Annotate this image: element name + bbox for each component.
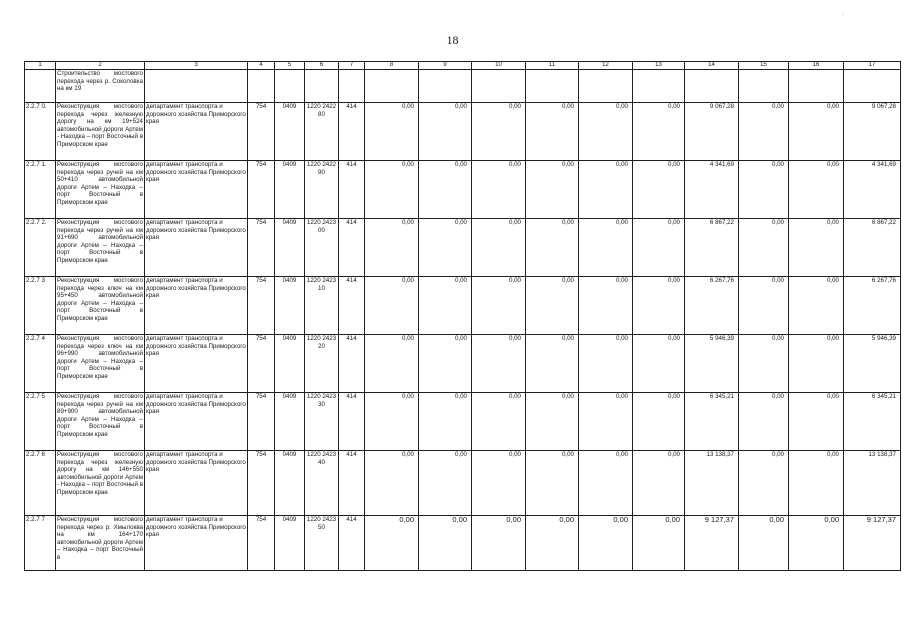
cell-col-9: 0,00 — [419, 277, 472, 335]
cell-col-3: департамент транспорта и дорожного хозяйства Приморского края — [145, 219, 248, 277]
cell-col-7: 414 — [339, 393, 365, 451]
table-row — [25, 335, 901, 393]
cell-col-17: 6 345,21 — [844, 393, 901, 451]
cell-col-12 — [579, 70, 633, 103]
cell-col-4: 754 — [248, 161, 275, 219]
cell-col-15 — [739, 70, 789, 103]
header-cell-3: 3 — [145, 62, 248, 70]
cell-col-4: 754 — [248, 277, 275, 335]
cell-col-16: 0,00 — [789, 219, 844, 277]
cell-col-4: 754 — [248, 335, 275, 393]
cell-col-9: 0,00 — [419, 103, 472, 161]
cell-col-7 — [339, 70, 365, 103]
cell-col-4 — [248, 70, 275, 103]
header-cell-17: 17 — [844, 62, 901, 70]
header-cell-7: 7 — [339, 62, 365, 70]
cell-col-9: 0,00 — [419, 161, 472, 219]
cell-col-4: 754 — [248, 393, 275, 451]
cell-col-14: 9 127,37 — [685, 516, 739, 571]
cell-col-6: 1220 2422 90 — [305, 161, 339, 219]
cell-col-14: 13 138,37 — [685, 451, 739, 516]
header-cell-12: 12 — [579, 62, 633, 70]
cell-col-7: 414 — [339, 516, 365, 571]
cell-col-17: 6 267,76 — [844, 277, 901, 335]
cell-col-10: 0,00 — [472, 335, 526, 393]
cell-col-11: 0,00 — [526, 516, 579, 571]
cell-col-13: 0,00 — [633, 516, 685, 571]
cell-col-1: 2.2.7 2. — [25, 219, 56, 277]
cell-col-10: 0,00 — [472, 277, 526, 335]
cell-col-15: 0,00 — [739, 161, 789, 219]
cell-col-16: 0,00 — [789, 277, 844, 335]
cell-col-11: 0,00 — [526, 103, 579, 161]
table-row — [25, 103, 901, 161]
cell-col-1 — [25, 70, 56, 103]
cell-col-6 — [305, 70, 339, 103]
cell-col-3 — [145, 70, 248, 103]
table-row — [25, 219, 901, 277]
cell-col-8: 0,00 — [365, 277, 419, 335]
header-cell-15: 15 — [739, 62, 789, 70]
cell-col-2: Реконструкция мостового перехода через железную дорогу на км 19+524 автомобильной дороги Артем - Находка – порт Восточный в Приморском крае — [56, 103, 145, 161]
cell-col-10: 0,00 — [472, 451, 526, 516]
cell-col-11: 0,00 — [526, 335, 579, 393]
cell-col-5: 0409 — [275, 393, 305, 451]
cell-col-17: 4 341,69 — [844, 161, 901, 219]
header-cell-10: 10 — [472, 62, 526, 70]
cell-col-2: Реконструкция мостового перехода через р. Хмылоква на км 164+170 автомобильной дороги Артем – Находка – порт Восточный в — [56, 516, 145, 571]
cell-col-13: 0,00 — [633, 161, 685, 219]
cell-col-8: 0,00 — [365, 393, 419, 451]
cell-col-14 — [685, 70, 739, 103]
table-row — [25, 70, 901, 103]
header-cell-13: 13 — [633, 62, 685, 70]
cell-col-8: 0,00 — [365, 451, 419, 516]
header-row — [25, 62, 901, 70]
cell-col-8: 0,00 — [365, 161, 419, 219]
header-cell-5: 5 — [275, 62, 305, 70]
cell-col-7: 414 — [339, 103, 365, 161]
page-number: 18 — [446, 33, 459, 47]
cell-col-9: 0,00 — [419, 219, 472, 277]
cell-col-8 — [365, 70, 419, 103]
cell-col-5: 0409 — [275, 161, 305, 219]
header-cell-4: 4 — [248, 62, 275, 70]
corner-mark: · — [842, 12, 844, 18]
cell-col-10: 0,00 — [472, 103, 526, 161]
table-body — [25, 62, 901, 571]
table-row — [25, 277, 901, 335]
cell-col-8: 0,00 — [365, 335, 419, 393]
cell-col-12: 0,00 — [579, 451, 633, 516]
cell-col-17: 5 946,39 — [844, 335, 901, 393]
cell-col-4: 754 — [248, 516, 275, 571]
cell-col-5: 0409 — [275, 277, 305, 335]
cell-col-6: 1220 2423 10 — [305, 277, 339, 335]
header-cell-2: 2 — [56, 62, 145, 70]
header-cell-11: 11 — [526, 62, 579, 70]
cell-col-16: 0,00 — [789, 161, 844, 219]
cell-col-13: 0,00 — [633, 393, 685, 451]
cell-col-17: 9 067,28 — [844, 103, 901, 161]
cell-col-15: 0,00 — [739, 516, 789, 571]
cell-col-1: 2.2.7 7 — [25, 516, 56, 571]
cell-col-11: 0,00 — [526, 219, 579, 277]
cell-col-1: 2.2.7 4 — [25, 335, 56, 393]
cell-col-6: 1220 2423 20 — [305, 335, 339, 393]
cell-col-12: 0,00 — [579, 516, 633, 571]
cell-col-17: 9 127,37 — [844, 516, 901, 571]
cell-col-5: 0409 — [275, 451, 305, 516]
budget-table — [24, 61, 901, 571]
cell-col-11 — [526, 70, 579, 103]
cell-col-5: 0409 — [275, 219, 305, 277]
cell-col-3: департамент транспорта и дорожного хозяйства Приморского края — [145, 335, 248, 393]
cell-col-15: 0,00 — [739, 103, 789, 161]
cell-col-7: 414 — [339, 277, 365, 335]
table-row — [25, 161, 901, 219]
cell-col-12: 0,00 — [579, 335, 633, 393]
cell-col-10: 0,00 — [472, 393, 526, 451]
cell-col-16: 0,00 — [789, 451, 844, 516]
cell-col-3: департамент транспорта и дорожного хозяйства Приморского края — [145, 103, 248, 161]
cell-col-4: 754 — [248, 451, 275, 516]
cell-col-3: департамент транспорта и дорожного хозяйства Приморского края — [145, 516, 248, 571]
cell-col-6: 1220 2423 30 — [305, 393, 339, 451]
cell-col-9: 0,00 — [419, 335, 472, 393]
cell-col-13: 0,00 — [633, 103, 685, 161]
cell-col-17 — [844, 70, 901, 103]
cell-col-5 — [275, 70, 305, 103]
cell-col-5: 0409 — [275, 516, 305, 571]
cell-col-17: 6 867,22 — [844, 219, 901, 277]
cell-col-15: 0,00 — [739, 277, 789, 335]
cell-col-9: 0,00 — [419, 516, 472, 571]
cell-col-5: 0409 — [275, 103, 305, 161]
cell-col-15: 0,00 — [739, 451, 789, 516]
cell-col-14: 6 345,21 — [685, 393, 739, 451]
header-cell-8: 8 — [365, 62, 419, 70]
cell-col-2: Реконструкция мостового перехода через ручей на км 89+900 автомобильной дороги Артем – Находка – порт Восточный в Приморском крае — [56, 393, 145, 451]
cell-col-11: 0,00 — [526, 161, 579, 219]
cell-col-8: 0,00 — [365, 103, 419, 161]
cell-col-10 — [472, 70, 526, 103]
cell-col-14: 6 867,22 — [685, 219, 739, 277]
cell-col-13: 0,00 — [633, 277, 685, 335]
cell-col-2: Строительство мостового перехода через р. Соколовка на км 19 — [56, 70, 145, 103]
cell-col-7: 414 — [339, 161, 365, 219]
cell-col-1: 2.2.7 6 — [25, 451, 56, 516]
cell-col-10: 0,00 — [472, 219, 526, 277]
cell-col-14: 9 067,28 — [685, 103, 739, 161]
cell-col-11: 0,00 — [526, 451, 579, 516]
cell-col-16: 0,00 — [789, 103, 844, 161]
cell-col-1: 2.2.7 1. — [25, 161, 56, 219]
cell-col-10: 0,00 — [472, 161, 526, 219]
cell-col-12: 0,00 — [579, 393, 633, 451]
cell-col-8: 0,00 — [365, 516, 419, 571]
cell-col-11: 0,00 — [526, 393, 579, 451]
cell-col-3: департамент транспорта и дорожного хозяйства Приморского края — [145, 161, 248, 219]
cell-col-7: 414 — [339, 335, 365, 393]
cell-col-16: 0,00 — [789, 516, 844, 571]
cell-col-4: 754 — [248, 219, 275, 277]
cell-col-10: 0,00 — [472, 516, 526, 571]
cell-col-3: департамент транспорта и дорожного хозяйства Приморского края — [145, 451, 248, 516]
cell-col-7: 414 — [339, 451, 365, 516]
cell-col-16: 0,00 — [789, 393, 844, 451]
cell-col-9: 0,00 — [419, 451, 472, 516]
cell-col-6: 1220 2423 00 — [305, 219, 339, 277]
cell-col-17: 13 138,37 — [844, 451, 901, 516]
cell-col-15: 0,00 — [739, 393, 789, 451]
cell-col-15: 0,00 — [739, 335, 789, 393]
cell-col-14: 4 341,69 — [685, 161, 739, 219]
cell-col-12: 0,00 — [579, 219, 633, 277]
cell-col-9 — [419, 70, 472, 103]
header-cell-6: 6 — [305, 62, 339, 70]
cell-col-3: департамент транспорта и дорожного хозяйства Приморского края — [145, 393, 248, 451]
cell-col-16: 0,00 — [789, 335, 844, 393]
table-row — [25, 393, 901, 451]
table-row — [25, 451, 901, 516]
cell-col-8: 0,00 — [365, 219, 419, 277]
cell-col-2: Реконструкция мостового перехода через железную дорогу на км 146+550 автомобильной дороги Артем - Находка – порт Восточный в Приморском крае — [56, 451, 145, 516]
cell-col-14: 5 946,39 — [685, 335, 739, 393]
cell-col-15: 0,00 — [739, 219, 789, 277]
cell-col-1: 2.2.7 0. — [25, 103, 56, 161]
cell-col-2: Реконструкция мостового перехода через ручей на км 91+690 автомобильной дороги Артем – Находка – порт Восточный в Приморском крае — [56, 219, 145, 277]
header-cell-9: 9 — [419, 62, 472, 70]
header-cell-1: 1 — [25, 62, 56, 70]
cell-col-1: 2.2.7 5 — [25, 393, 56, 451]
cell-col-13: 0,00 — [633, 335, 685, 393]
cell-col-4: 754 — [248, 103, 275, 161]
cell-col-2: Реконструкция мостового перехода через ручей на км 50+410 автомобильной дороги Артем – Находка – порт Восточный в Приморском крае — [56, 161, 145, 219]
header-cell-16: 16 — [789, 62, 844, 70]
cell-col-13: 0,00 — [633, 219, 685, 277]
cell-col-2: Реконструкция мостового перехода через ключ на км 95+450 автомобильной дороги Артем – Находка – порт Восточный в Приморском крае — [56, 277, 145, 335]
cell-col-9: 0,00 — [419, 393, 472, 451]
cell-col-12: 0,00 — [579, 277, 633, 335]
header-cell-14: 14 — [685, 62, 739, 70]
cell-col-5: 0409 — [275, 335, 305, 393]
cell-col-13: 0,00 — [633, 451, 685, 516]
cell-col-12: 0,00 — [579, 161, 633, 219]
cell-col-16 — [789, 70, 844, 103]
cell-col-6: 1220 2422 80 — [305, 103, 339, 161]
cell-col-14: 6 267,76 — [685, 277, 739, 335]
cell-col-7: 414 — [339, 219, 365, 277]
table-row — [25, 516, 901, 571]
cell-col-1: 2.2.7 3 — [25, 277, 56, 335]
cell-col-2: Реконструкция мостового перехода через ключ на км 96+990 автомобильной дороги Артем – Находка – порт Восточный в Приморском крае — [56, 335, 145, 393]
cell-col-6: 1220 2423 50 — [305, 516, 339, 571]
cell-col-11: 0,00 — [526, 277, 579, 335]
cell-col-6: 1220 2423 40 — [305, 451, 339, 516]
cell-col-12: 0,00 — [579, 103, 633, 161]
cell-col-13 — [633, 70, 685, 103]
cell-col-3: департамент транспорта и дорожного хозяйства Приморского края — [145, 277, 248, 335]
